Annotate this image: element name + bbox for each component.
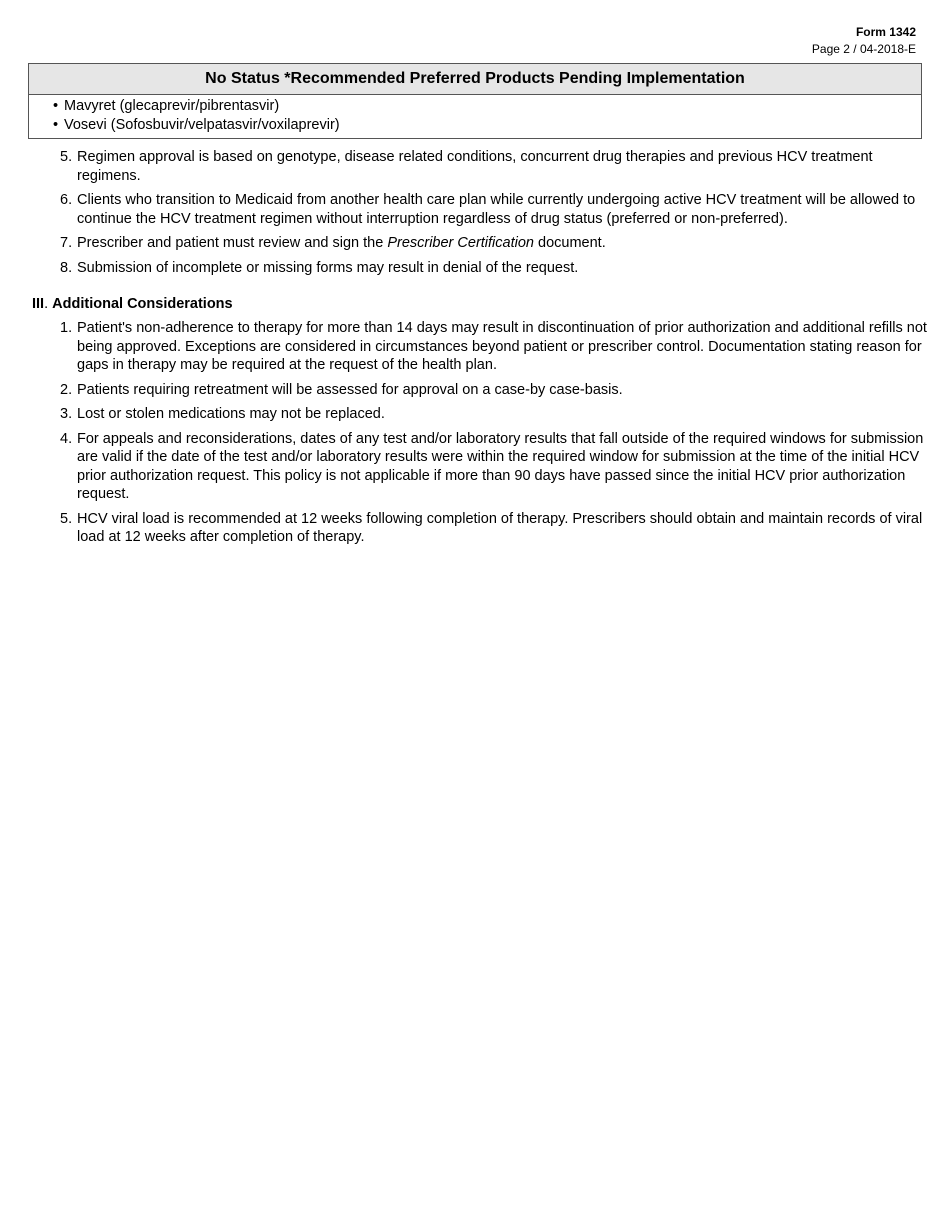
item-text: Clients who transition to Medicaid from another health care plan while currently undergoing active HCV treatment will be allowed to continue the HCV treatment regimen without interruption regardless of drug status (preferred or non-preferred). [77, 192, 916, 227]
item-text: Lost or stolen medications may not be replaced. [77, 406, 385, 422]
section-heading: III. Additional Considerations [32, 296, 233, 312]
criteria-item-5 [0, 148, 950, 185]
pending-products-box [28, 63, 922, 139]
item-number: 5. [60, 510, 73, 527]
section-title: Additional Considerations [52, 296, 233, 312]
item-text: Patient's non-adherence to therapy for more than 14 days may result in discontinuation of prior authorization and additional refills not being approved. Exceptions are considered in circumstances beyond patient or prescriber control. Documentation stating reason for gaps in therapy may be required at the request of the health plan. [77, 320, 927, 373]
consideration-item-4 [0, 430, 950, 504]
item-number: 1. [60, 320, 73, 336]
criteria-list [0, 148, 950, 283]
item-text: Patients requiring retreatment will be assessed for approval on a case-by case-basis. [77, 381, 623, 398]
section-numeral: III [32, 296, 45, 312]
pending-products-title: No Status *Recommended Preferred Products Pending Implementation [29, 64, 921, 95]
item-text: HCV viral load is recommended at 12 weeks following completion of therapy. Prescribers should obtain and maintain records of viral load at 12 weeks after completion of therapy. [77, 510, 923, 545]
item-text: For appeals and reconsiderations, dates of any test and/or laboratory results that fall outside of the required windows for submission are valid if the date of the test and/or laboratory results were within the required window for submission at the time of the initial HCV prior authorization request. This policy is not applicable if more than 90 days have passed since the initial HCV prior authorization request. [77, 430, 924, 502]
list-item: • Vosevi (Sofosbuvir/velpatasvir/voxilaprevir) [53, 116, 921, 135]
page-info: Page 2 / 04-2018-E [811, 42, 916, 56]
criteria-item-7 [0, 234, 950, 253]
item-text: Prescriber and patient must review and sign the [77, 235, 388, 251]
item-number: 6. [60, 192, 73, 208]
criteria-item-8 [0, 259, 950, 278]
consideration-item-1 [0, 319, 950, 375]
item-number: 5. [60, 149, 73, 165]
considerations-list [0, 319, 950, 553]
item-number: 4. [60, 430, 73, 447]
pending-products-list [29, 95, 921, 138]
form-number: Form 1342 [855, 25, 916, 39]
item-number: 3. [60, 406, 73, 422]
consideration-item-3 [0, 405, 950, 424]
form-header [812, 24, 916, 58]
consideration-item-5 [0, 510, 950, 547]
item-number: 2. [60, 381, 73, 398]
prescriber-certification-document: Prescriber Certification [387, 235, 534, 251]
item-number: 8. [60, 259, 73, 276]
item-text: document. [533, 235, 606, 251]
list-item: • Mavyret (glecaprevir/pibrentasvir) [53, 97, 921, 116]
criteria-item-6 [0, 191, 950, 228]
item-text: Regimen approval is based on genotype, disease related conditions, concurrent drug therapies and previous HCV treatment regimens. [77, 149, 873, 184]
item-text: Submission of incomplete or missing forms may result in denial of the request. [77, 259, 579, 276]
item-number: 7. [60, 235, 73, 251]
consideration-item-2 [0, 381, 950, 400]
